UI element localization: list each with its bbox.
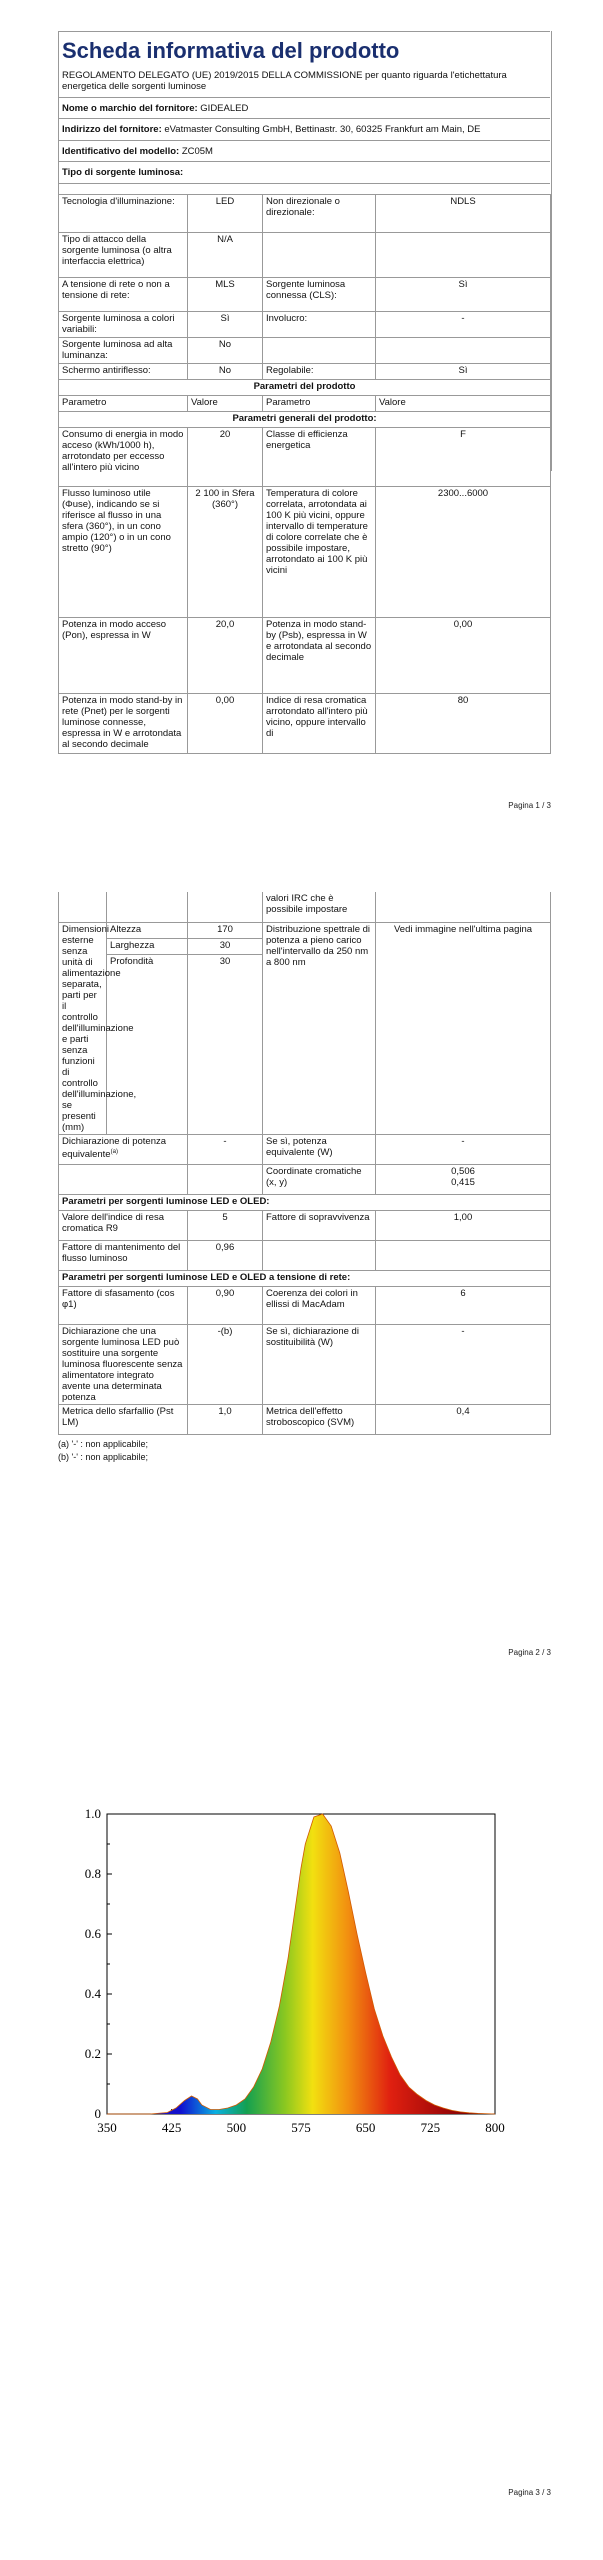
regulation-text: REGOLAMENTO DELEGATO (UE) 2019/2015 DELLA COMMISSIONE per quanto riguarda l'etichettatura energetica delle sorgenti luminose [62, 70, 507, 92]
table-row: Dichiarazione di potenza equivalente$^{(a)}$ - Se sì, potenza equivalente (W) - [59, 1134, 551, 1164]
table-row: valori IRC che è possibile impostare [59, 892, 551, 922]
table-row: Fattore di sfasamento (cos φ1) 0,90 Coerenza dei colori in ellissi di MacAdam 6 [59, 1286, 551, 1324]
table-row: Flusso luminoso utile (Φuse), indicando se si riferisce al flusso in una sfera (360°), in un cono ampio (120°) o in un cono stretto (90°) 2 100 in Sfera (360°) Temperatura di colore correlata, arrotondata ai 100 K più vicini, oppure intervallo di temperature di colore correlate che è possibile impostare, arrotondato ai 100 K più vicini 2300...6000 [59, 487, 551, 618]
page-number: Pagina 2 / 3 [508, 1648, 551, 1657]
table-row: Dichiarazione che una sorgente luminosa LED può sostituire una sorgente luminosa fluorescente senza alimentatore integrato avente una determinata potenza -(b) Se sì, dichiarazione di sostituibilità (W) - [59, 1324, 551, 1404]
table-row: Potenza in modo stand-by in rete (Pnet) per le sorgenti luminose connesse, espressa in W e arrotondata al secondo decimale 0,00 Indice di resa cromatica arrotondato all'intero più vicino, oppure intervallo di 80 [59, 694, 551, 754]
x-tick-label: 800 [485, 2120, 505, 2135]
x-tick-label: 350 [97, 2120, 117, 2135]
footnotes: (a) '-' : non applicabile; (b) '-' : non applicabile; [58, 1439, 148, 1462]
x-tick-label: 500 [226, 2120, 247, 2135]
page-number: Pagina 3 / 3 [508, 2488, 551, 2497]
table-row: Sorgente luminosa ad alta luminanza: No [59, 338, 551, 364]
address-row [62, 124, 547, 135]
table-row: Larghezza 30 [59, 938, 551, 954]
table-row: A tensione di rete o non a tensione di rete: MLS Sorgente luminosa connessa (CLS): Sì [59, 278, 551, 312]
y-tick-label: 0.8 [84, 1866, 101, 1881]
x-tick-label: 425 [161, 2120, 182, 2135]
address-label: Indirizzo del fornitore: [62, 124, 162, 135]
y-tick-label: 1.0 [84, 1806, 101, 1821]
y-tick-label: 0.6 [84, 1926, 101, 1941]
x-tick-label: 725 [420, 2120, 441, 2135]
table-row: Tecnologia d'illuminazione: LED Non direzionale o direzionale: NDLS [59, 195, 551, 233]
column-header-row: Parametro Valore Parametro Valore [59, 396, 551, 412]
table-row: Dimensioni esterne senza unità di alimentazione separata, parti per il controllo dell'illuminazione e parti senza funzioni di controllo dell'illuminazione, se presenti (mm) Altezza 170 Distribuzione spettrale di potenza a pieno carico nell'intervallo da 250 nm a 800 nm Vedi immagine nell'ultima pagina [59, 922, 551, 938]
source-type-table [58, 194, 551, 754]
x-tick-label: 650 [355, 2120, 376, 2135]
source-type-heading: Tipo di sorgente luminosa: [62, 167, 184, 178]
table-row: Sorgente luminosa a colori variabili: Sì Involucro: - [59, 312, 551, 338]
table-row: Valore dell'indice di resa cromatica R9 5 Fattore di sopravvivenza 1,00 [59, 1210, 551, 1240]
general-heading-row: Parametri generali del prodotto: [59, 412, 551, 428]
params-heading-row: Parametri del prodotto [59, 380, 551, 396]
table-row: Metrica dello sfarfallio (Pst LM) 1,0 Metrica dell'effetto stroboscopico (SVM) 0,4 [59, 1404, 551, 1434]
supplier-value: GIDEALED [200, 103, 249, 114]
model-label: Identificativo del modello: [62, 146, 180, 157]
supplier-label: Nome o marchio del fornitore: [62, 103, 198, 114]
table-row: Coordinate cromatiche (x, y) 0,506 0,415 [59, 1164, 551, 1194]
y-tick-label: 0.4 [84, 1986, 101, 2001]
mains-heading-row: Parametri per sorgenti luminose LED e OLED a tensione di rete: [59, 1270, 551, 1286]
spectrum-area [107, 1814, 495, 2114]
table-row: Consumo di energia in modo acceso (kWh/1000 h), arrotondato per eccesso all'intero più vicino 20 Classe di efficienza energetica F [59, 428, 551, 487]
parameters-table-continued [58, 892, 551, 1435]
y-tick-label: 0 [94, 2106, 101, 2121]
table-row: Profondità 30 [59, 954, 551, 1134]
spectral-distribution-chart [40, 1800, 510, 2160]
model-value: ZC05M [181, 146, 213, 157]
model-row [62, 146, 213, 157]
document-title: Scheda informativa del prodotto [62, 38, 400, 63]
y-tick-label: 0.2 [84, 2046, 101, 2061]
address-value: eVatmaster Consulting GmbH, Bettinastr. 30, 60325 Frankfurt am Main, DE [164, 124, 481, 135]
table-row: Potenza in modo acceso (Pon), espressa in W 20,0 Potenza in modo stand-by (Psb), espressa in W e arrotondata al secondo decimale 0,00 [59, 618, 551, 694]
led-heading-row: Parametri per sorgenti luminose LED e OLED: [59, 1194, 551, 1210]
page-number: Pagina 1 / 3 [508, 801, 551, 810]
supplier-row [62, 103, 248, 114]
table-row: Fattore di mantenimento del flusso luminoso 0,96 [59, 1240, 551, 1270]
x-tick-label: 575 [291, 2120, 311, 2135]
table-row: Tipo di attacco della sorgente luminosa (o altra interfaccia elettrica) N/A [59, 233, 551, 278]
table-row: Schermo antiriflesso: No Regolabile: Sì [59, 364, 551, 380]
